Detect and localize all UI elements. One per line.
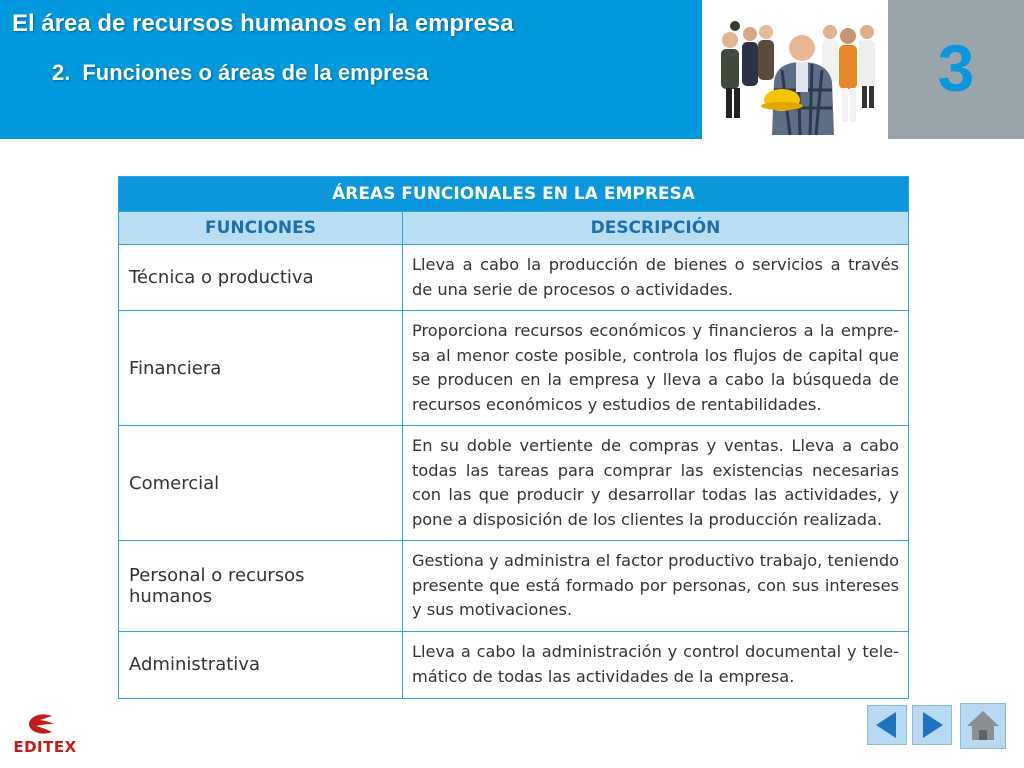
editex-logo: [10, 712, 80, 760]
function-cell: Técnica o productiva: [119, 245, 403, 311]
table-row: [119, 541, 909, 632]
functional-areas-table: [118, 176, 909, 699]
table-title-row: [119, 177, 909, 212]
editex-logo-mark-icon: [10, 712, 80, 740]
description-cell: Lleva a cabo la administración y control documental y tele-mático de todas las actividades de la empresa.: [403, 631, 909, 698]
column-header-descripcion: DESCRIPCIÓN: [403, 212, 909, 245]
slide-title: El área de recursos humanos en la empresa: [12, 10, 514, 37]
workers-illustration: [702, 0, 888, 139]
function-cell: Personal o recursos humanos: [119, 541, 403, 632]
subtitle-number: 2.: [52, 60, 71, 85]
previous-slide-button[interactable]: [867, 705, 907, 745]
workers-group-photo: [702, 0, 888, 139]
table-row: [119, 426, 909, 541]
function-cell: Administrativa: [119, 631, 403, 698]
editex-logo-text: EDITEX: [13, 738, 77, 756]
table-row: [119, 245, 909, 311]
function-cell: Comercial: [119, 426, 403, 541]
home-button[interactable]: [960, 703, 1006, 749]
table-row: [119, 631, 909, 698]
arrow-left-icon: [868, 706, 906, 744]
chapter-box: [888, 0, 1024, 139]
table-title: ÁREAS FUNCIONALES EN LA EMPRESA: [119, 177, 909, 212]
next-slide-button[interactable]: [912, 705, 952, 745]
chapter-number: 3: [937, 31, 975, 105]
slide-header: [0, 0, 702, 139]
slide-subtitle: [52, 60, 428, 86]
column-header-funciones: FUNCIONES: [119, 212, 403, 245]
home-icon: [961, 704, 1005, 748]
arrow-right-icon: [913, 706, 951, 744]
description-cell: Proporciona recursos económicos y financieros a la empre-sa al menor coste posible, controla los flujos de capital que se producen en la empresa y lleva a cabo la búsqueda de recursos económicos y estudios de rentabilidades.: [403, 311, 909, 426]
description-cell: En su doble vertiente de compras y ventas. Lleva a cabo todas las tareas para comprar las existencias necesarias con las que producir y desarrollar todas las actividades, y pone a disposición de los clientes la producción realizada.: [403, 426, 909, 541]
subtitle-text: Funciones o áreas de la empresa: [82, 60, 429, 85]
function-cell: Financiera: [119, 311, 403, 426]
table-row: [119, 311, 909, 426]
description-cell: Gestiona y administra el factor productivo trabajo, teniendo presente que está formado por personas, con sus intereses y sus motivaciones.: [403, 541, 909, 632]
description-cell: Lleva a cabo la producción de bienes o servicios a través de una serie de procesos o actividades.: [403, 245, 909, 311]
table-header-row: [119, 212, 909, 245]
